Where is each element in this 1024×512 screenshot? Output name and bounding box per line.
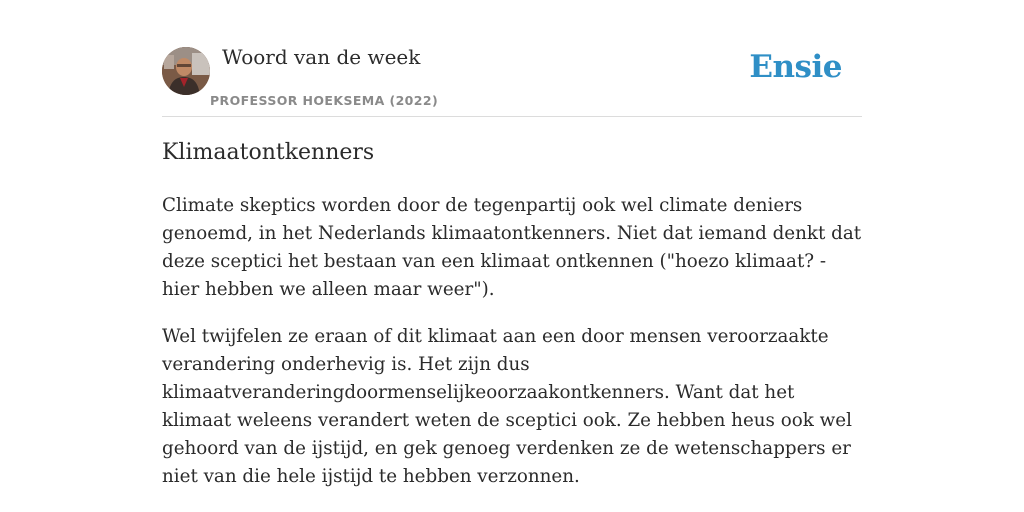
section-title: Woord van de week (222, 45, 421, 69)
card-header (162, 0, 862, 117)
avatar[interactable] (162, 47, 210, 95)
article-paragraph: Climate skeptics worden door de tegenpartij ook wel climate deniers genoemd, in het Nederlands klimaatontkenners. Niet dat iemand denkt dat deze sceptici het bestaan van een klimaat ontkennen ("hoezo klimaat? - hier hebben we alleen maar weer"). (162, 195, 862, 300)
article-paragraph: Wel twijfelen ze eraan of dit klimaat aan een door mensen veroorzaakte verandering onderhevig is. Het zijn dus klimaatveranderingdoormenselijkeoorzaakontkenners. Want dat het klimaat weleens verandert weten de sceptici ook. Ze hebben heus ook wel gehoord van de ijstijd, en gek genoeg verdenken ze de wetenschappers er niet van die hele ijstijd te hebben verzonnen. (162, 326, 852, 487)
brand-logo[interactable]: Ensie (749, 49, 842, 85)
author-label: PROFESSOR HOEKSEMA (2022) (210, 93, 439, 108)
article-card (162, 0, 862, 487)
person-photo-icon (162, 47, 210, 95)
article-title: Klimaatontkenners (162, 140, 375, 165)
